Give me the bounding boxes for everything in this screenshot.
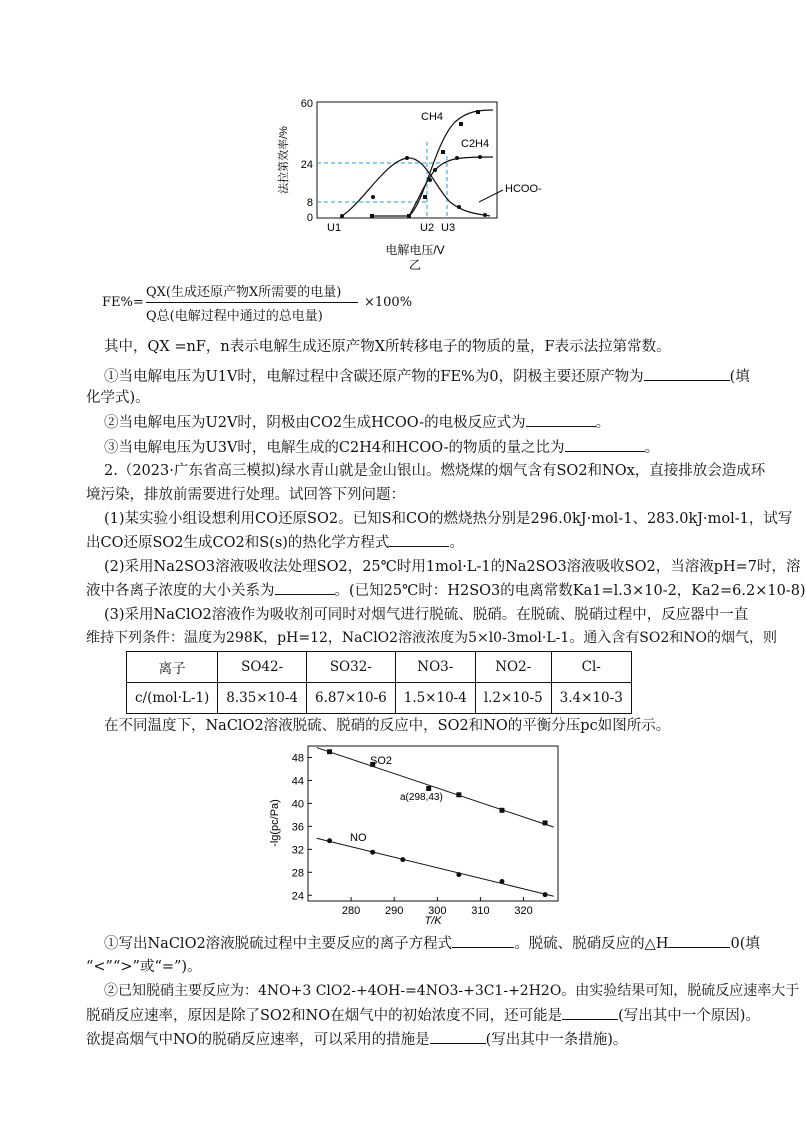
chart1-xtick-u2: U2 bbox=[420, 222, 435, 234]
y-tick-label: 28 bbox=[291, 867, 304, 880]
question-5-cont1: 脱硝反应速率，原因是除了SO2和NO在烟气中的初始浓度不同，还可能是 (写出其中一个原因)。 bbox=[86, 1005, 760, 1026]
so2-point bbox=[426, 786, 431, 791]
chart2-frame bbox=[308, 746, 558, 901]
table-header: NO2- bbox=[475, 652, 551, 683]
chart2-ylabel: -lg(pc/Pa) bbox=[269, 799, 281, 847]
fe-formula bbox=[102, 281, 442, 327]
problem-2-part3: (3)采用NaClO2溶液作为吸收剂可同时对烟气进行脱硫、脱硝。在脱硫、脱硝过程中，反应器中一直 bbox=[104, 607, 749, 623]
y-tick-label: 44 bbox=[291, 775, 304, 788]
x-tick-label: 310 bbox=[471, 905, 490, 917]
so2-label: SO2 bbox=[370, 755, 393, 767]
chart1-xtick-u1: U1 bbox=[327, 222, 342, 234]
no-point bbox=[400, 857, 405, 862]
question-4-cont: “<”“>”或“=”)。 bbox=[86, 959, 202, 975]
table-row bbox=[127, 683, 632, 714]
table-header: 离子 bbox=[127, 652, 218, 683]
answer-blank-5[interactable] bbox=[275, 580, 335, 595]
chart1-caption: 乙 bbox=[408, 258, 422, 272]
chart1-ytick-0: 0 bbox=[306, 212, 313, 224]
answer-blank-7[interactable] bbox=[668, 933, 730, 948]
no-point bbox=[499, 879, 504, 884]
so2-point bbox=[456, 792, 461, 797]
question-1: ①当电解电压为U1V时，电解过程中含碳还原产物的FE%为0，阴极主要还原产物为 (填 bbox=[104, 366, 750, 387]
c2h4-curve bbox=[409, 157, 493, 216]
table-header: SO32- bbox=[307, 652, 396, 683]
formula-denominator: Q总(电解过程中通过的总电量) bbox=[146, 309, 323, 324]
hcoo-leader bbox=[479, 190, 503, 202]
chart2-xlabel: T/K bbox=[424, 915, 442, 927]
chart2-intro: 在不同温度下，NaClO2溶液脱硫、脱硝的反应中，SO2和NO的平衡分压pc如图所示。 bbox=[104, 718, 671, 734]
answer-blank-6[interactable] bbox=[452, 933, 514, 948]
table-header: NO3- bbox=[395, 652, 475, 683]
question-5-cont2: 欲提高烟气中NO的脱硝反应速率，可以采用的措施是 (写出其中一条措施)。 bbox=[86, 1029, 627, 1050]
answer-blank-4[interactable] bbox=[389, 532, 449, 547]
no-label: NO bbox=[350, 832, 367, 844]
problem-2-intro-cont: 境污染，排放前需要进行处理。试回答下列问题： bbox=[86, 487, 405, 503]
question-2: ②当电解电压为U2V时，阴极由CO2生成HCOO-的电极反应式为 。 bbox=[104, 412, 610, 433]
problem-2-part2: (2)采用Na2SO3溶液吸收法处理SO2，25℃时用1mol·L-1的Na2SO3溶液吸收SO2，当溶液pH=7时，溶 bbox=[104, 559, 801, 575]
no-fit-line bbox=[317, 838, 554, 896]
table-cell: 6.87×10-6 bbox=[307, 683, 396, 714]
chart1-ytick-8: 8 bbox=[306, 197, 313, 209]
answer-blank-8[interactable] bbox=[562, 1005, 618, 1020]
no-point bbox=[370, 850, 375, 855]
formula-fraction-bar bbox=[146, 302, 358, 303]
ch4-label: CH4 bbox=[421, 111, 444, 123]
formula-numerator: QX(生成还原产物X所需要的电量) bbox=[146, 285, 342, 300]
question-3: ③当电解电压为U3V时，电解生成的C2H4和HCOO-的物质的量之比为 。 bbox=[104, 437, 659, 458]
ion-concentration-table bbox=[126, 651, 632, 714]
table-header: Cl- bbox=[551, 652, 631, 683]
problem-2-part2-cont: 液中各离子浓度的大小关系为 。(已知25℃时：H2SO3的电离常数Ka1=l.3×10-2，Ka2=6.2×10-8) bbox=[86, 580, 806, 601]
q-definition: 其中，QX =nF，n表示电解生成还原产物X所转移电子的物质的量，F表示法拉第常数。 bbox=[104, 339, 671, 355]
y-tick-label: 36 bbox=[291, 821, 304, 834]
table-cell: 3.4×10-3 bbox=[551, 683, 631, 714]
y-tick-label: 48 bbox=[291, 752, 304, 765]
y-tick-label: 32 bbox=[291, 844, 304, 857]
c2h4-label: C2H4 bbox=[461, 138, 490, 150]
question-5: ②已知脱硝主要反应为：4NO+3 ClO2-+4OH-=4NO3-+3C1-+2H2O。由实验结果可知，脱硫反应速率大于 bbox=[104, 983, 800, 999]
table-row-label: c/(mol·L-1) bbox=[127, 683, 218, 714]
question-1-cont: 化学式)。 bbox=[86, 390, 150, 406]
answer-blank-2[interactable] bbox=[526, 412, 596, 427]
hcoo-label: HCOO- bbox=[505, 183, 542, 195]
y-tick-label: 24 bbox=[291, 890, 304, 903]
problem-2-part3-cont1: 维持下列条件：温度为298K，pH=12，NaClO2溶液浓度为5×l0-3mol·L-1。通入含有SO2和NO的烟气，则 bbox=[86, 630, 777, 646]
so2-point bbox=[327, 749, 332, 754]
answer-blank-9[interactable] bbox=[430, 1029, 486, 1044]
so2-point bbox=[543, 820, 548, 825]
formula-tail: ×100% bbox=[364, 295, 413, 310]
problem-2-part1-cont: 出CO还原SO2生成CO2和S(s)的热化学方程式 。 bbox=[86, 532, 464, 553]
y-tick-label: 40 bbox=[291, 798, 304, 811]
point-a-annotation: a(298,43) bbox=[400, 792, 443, 803]
problem-2-intro: 2.（2023·广东省高三模拟)绿水青山就是金山银山。燃烧煤的烟气含有SO2和NOx，直接排放会造成环 bbox=[104, 463, 766, 479]
table-cell: 1.5×10-4 bbox=[395, 683, 475, 714]
partial-pressure-chart bbox=[268, 738, 568, 926]
faraday-efficiency-chart bbox=[275, 92, 542, 272]
question-4: ①写出NaClO2溶液脱硫过程中主要反应的离子方程式 。脱硫、脱硝反应的△H 0(填 bbox=[104, 933, 760, 954]
chart1-ytick-60: 60 bbox=[300, 98, 313, 110]
x-tick-label: 290 bbox=[385, 905, 404, 917]
answer-blank-3[interactable] bbox=[565, 437, 645, 452]
so2-fit-line bbox=[317, 748, 554, 828]
chart1-xlabel: 电解电压/V bbox=[385, 243, 445, 257]
x-tick-label: 320 bbox=[514, 905, 533, 917]
problem-2-part1: (1)某实验小组设想利用CO还原SO2。已知S和CO的燃烧热分别是296.0kJ·mol-1、283.0kJ·mol-1，试写 bbox=[104, 511, 793, 527]
answer-blank-1[interactable] bbox=[644, 366, 730, 381]
no-point bbox=[327, 838, 332, 843]
chart1-ytick-24: 24 bbox=[300, 159, 313, 171]
no-point bbox=[456, 872, 461, 877]
chart1-ylabel: 法拉第效率/% bbox=[278, 126, 290, 194]
chart1-xtick-u3: U3 bbox=[441, 222, 456, 234]
so2-point bbox=[499, 808, 504, 813]
table-cell: l.2×10-5 bbox=[475, 683, 551, 714]
x-tick-label: 280 bbox=[341, 905, 361, 917]
no-point bbox=[543, 892, 548, 897]
x-tick-label: 300 bbox=[428, 905, 447, 917]
table-header: SO42- bbox=[218, 652, 307, 683]
formula-lhs: FE%= bbox=[102, 295, 144, 310]
table-row bbox=[127, 652, 632, 683]
table-cell: 8.35×10-4 bbox=[218, 683, 307, 714]
